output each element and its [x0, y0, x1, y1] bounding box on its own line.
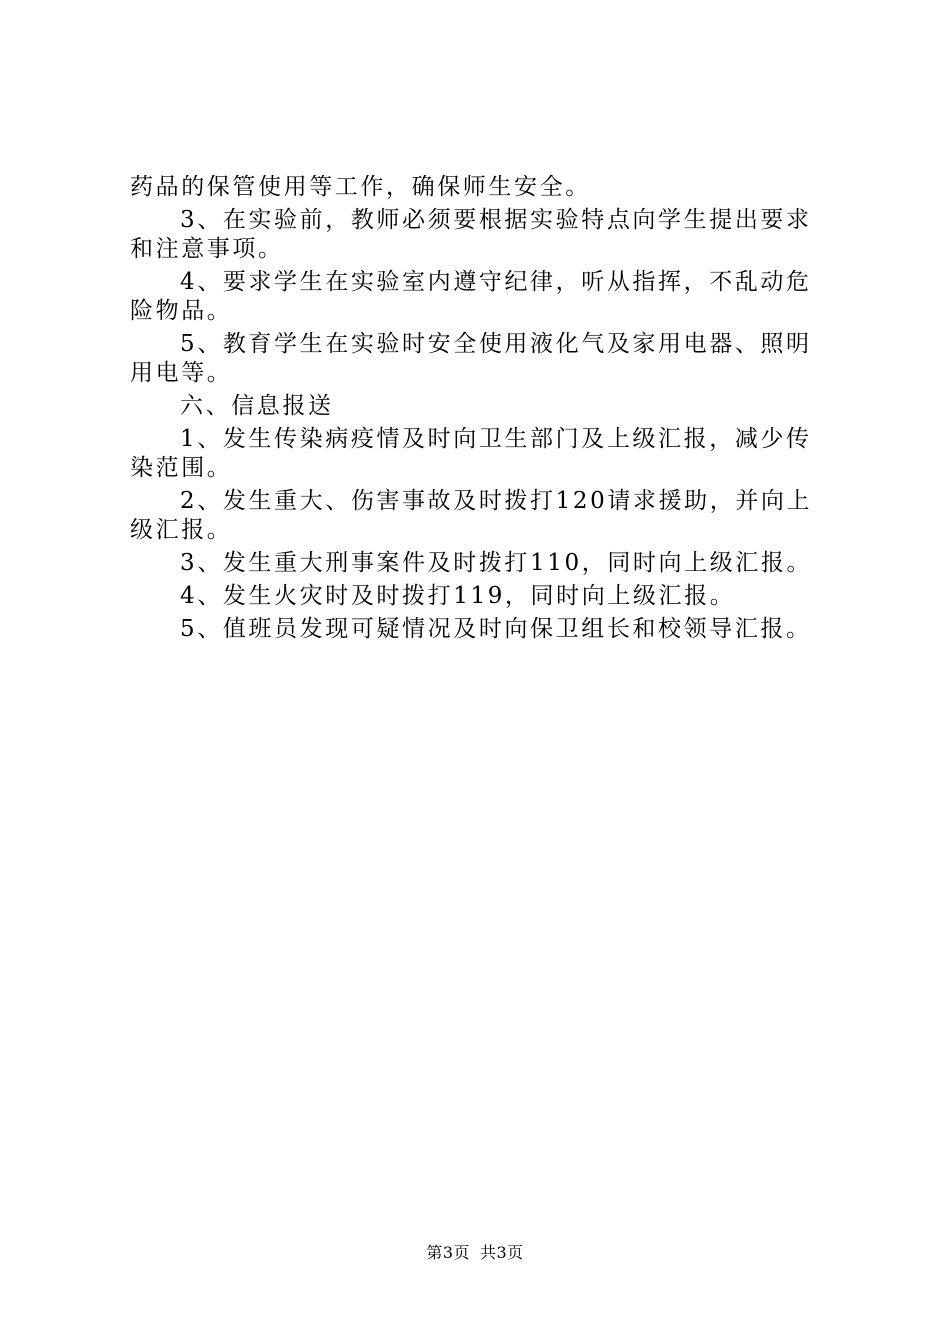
section-heading: 六、信息报送 [180, 393, 334, 419]
report-item-5: 5、值班员发现可疑情况及时向保卫组长和校领导汇报。 [180, 616, 812, 642]
report-item-1: 1、发生传染病疫情及时向卫生部门及上级汇报，减少传染范围。 [130, 426, 812, 481]
paragraph-item-4: 4、要求学生在实验室内遵守纪律，听从指挥，不乱动危险物品。 [130, 269, 812, 324]
page-footer [0, 1243, 950, 1263]
page-number: 第3页 [426, 1243, 470, 1262]
page-total: 共3页 [480, 1243, 524, 1262]
paragraph-continuation: 药品的保管使用等工作，确保师生安全。 [130, 174, 591, 200]
paragraph-item-3: 3、在实验前，教师必须要根据实验特点向学生提出要求和注意事项。 [130, 207, 812, 262]
document-body [130, 173, 830, 648]
report-item-3: 3、发生重大刑事案件及时拨打110，同时向上级汇报。 [180, 550, 813, 576]
report-item-4: 4、发生火灾时及时拨打119，同时向上级汇报。 [180, 583, 736, 609]
report-item-2: 2、发生重大、伤害事故及时拨打120请求援助，并向上级汇报。 [130, 488, 813, 543]
paragraph-item-5: 5、教育学生在实验时安全使用液化气及家用电器、照明用电等。 [130, 331, 812, 386]
